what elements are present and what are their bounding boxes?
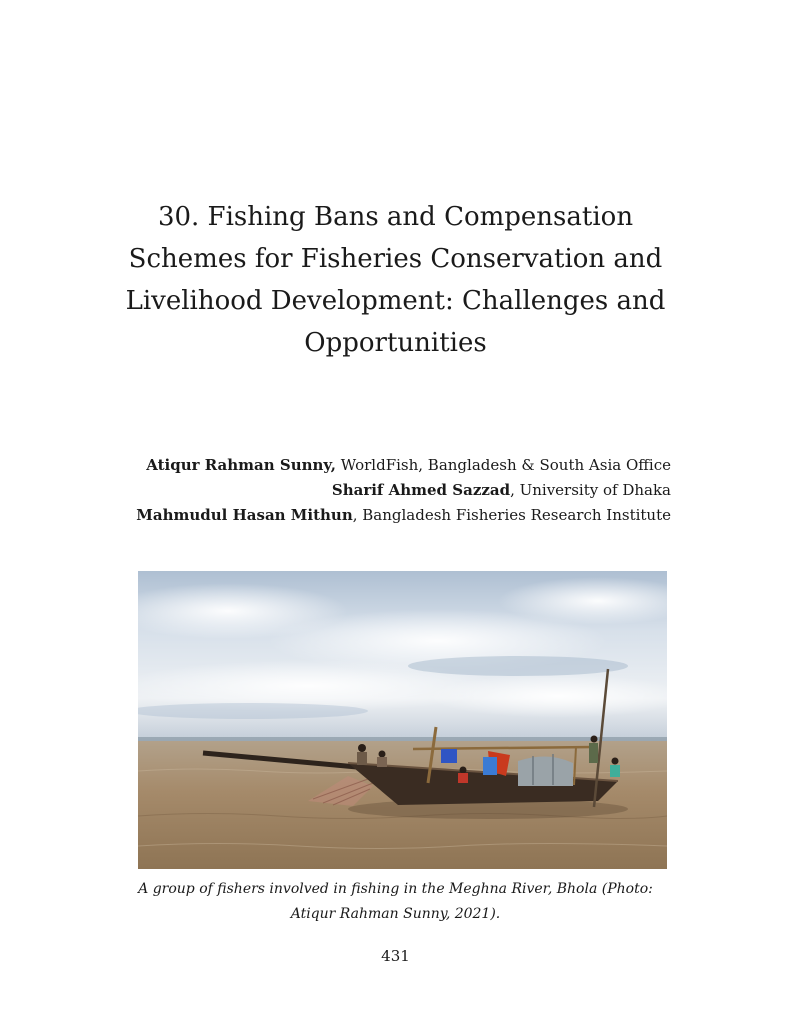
author-line	[111, 478, 671, 503]
cloud-shadow	[138, 703, 368, 719]
author-affiliation: , Bangladesh Fisheries Research Institute	[352, 506, 671, 524]
hanging-cloth	[441, 749, 457, 763]
author-line	[111, 453, 671, 478]
author-list	[111, 453, 671, 528]
author-name: Atiqur Rahman Sunny,	[146, 456, 336, 474]
author-affiliation: , University of Dhaka	[510, 481, 671, 499]
author-name: Mahmudul Hasan Mithun	[136, 506, 353, 524]
page-number: 431	[381, 947, 410, 965]
boat-canopy	[518, 756, 573, 786]
fisher-figure	[357, 744, 367, 765]
chapter-title: 30. Fishing Bans and Compensation Schemes for Fisheries Conservation and Livelihood Development: Challenges and Opportunities	[125, 202, 666, 358]
hanging-cloth	[483, 757, 497, 775]
figure-caption: A group of fishers involved in fishing in the Meghna River, Bhola (Photo: Atiqur Rahman Sunny, 2021).	[138, 881, 653, 922]
river-fishing-photo	[138, 571, 667, 869]
author-affiliation: WorldFish, Bangladesh & South Asia Office	[335, 456, 671, 474]
author-line	[111, 503, 671, 528]
cloud-shadow	[408, 656, 628, 676]
author-name: Sharif Ahmed Sazzad	[331, 481, 511, 499]
